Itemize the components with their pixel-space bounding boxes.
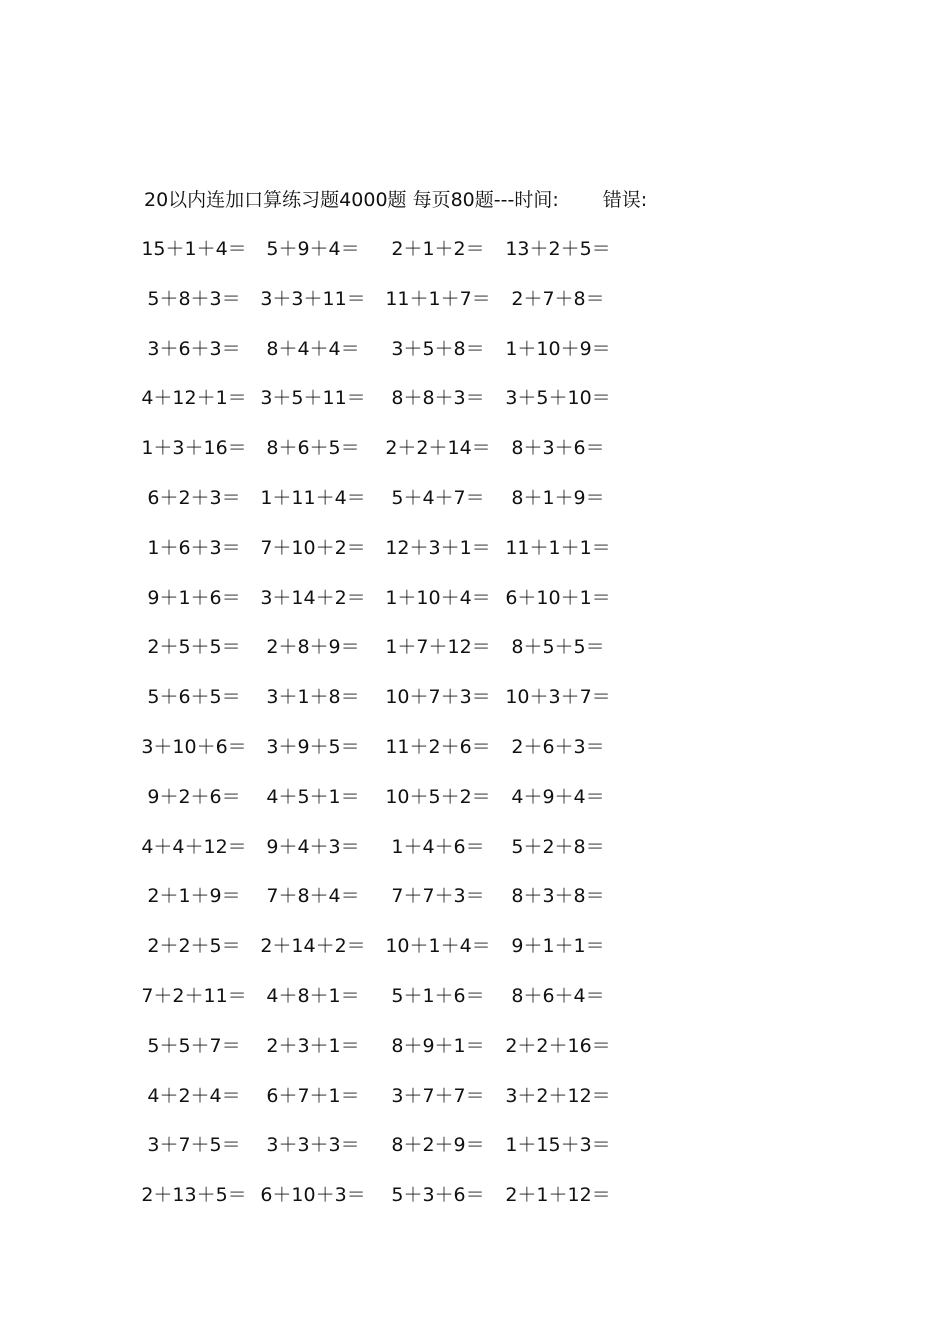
addition-problem: 11＋1＋7＝ xyxy=(385,287,491,310)
addition-problem: 3＋7＋5＝ xyxy=(147,1134,241,1157)
addition-problem: 8＋3＋8＝ xyxy=(511,885,605,908)
addition-problem: 3＋14＋2＝ xyxy=(260,586,366,609)
addition-problem: 15＋1＋4＝ xyxy=(141,238,247,260)
addition-problem: 13＋2＋5＝ xyxy=(505,238,611,260)
addition-problem: 10＋3＋7＝ xyxy=(505,686,611,709)
addition-problem: 8＋6＋4＝ xyxy=(511,984,605,1007)
addition-problem: 4＋5＋1＝ xyxy=(266,785,360,808)
addition-problem: 8＋9＋1＝ xyxy=(391,1034,485,1057)
addition-problem: 8＋6＋5＝ xyxy=(266,437,360,460)
problem-row xyxy=(0,583,950,633)
addition-problem: 10＋1＋4＝ xyxy=(385,935,491,958)
addition-problem: 5＋4＋7＝ xyxy=(391,486,485,509)
addition-problem: 3＋3＋3＝ xyxy=(266,1134,360,1157)
problem-row xyxy=(0,1180,950,1230)
addition-problem: 5＋2＋8＝ xyxy=(511,835,605,858)
addition-problem: 2＋2＋16＝ xyxy=(505,1034,611,1057)
addition-problem: 9＋2＋6＝ xyxy=(147,785,241,808)
addition-problem: 5＋3＋6＝ xyxy=(391,1184,485,1207)
addition-problem: 10＋7＋3＝ xyxy=(385,686,491,709)
problem-row xyxy=(0,881,950,931)
addition-problem: 12＋3＋1＝ xyxy=(385,536,491,559)
addition-problem: 3＋5＋11＝ xyxy=(260,387,366,410)
addition-problem: 9＋1＋1＝ xyxy=(511,935,605,958)
addition-problem: 8＋5＋5＝ xyxy=(511,636,605,659)
worksheet-header xyxy=(144,186,647,214)
addition-problem: 2＋8＋9＝ xyxy=(266,636,360,659)
problem-row xyxy=(0,1130,950,1180)
worksheet-title: 20以内连加口算练习题4000题 每页80题---时间: xyxy=(144,189,559,211)
problem-row xyxy=(0,732,950,782)
problem-row xyxy=(0,682,950,732)
addition-problem: 7＋7＋3＝ xyxy=(391,885,485,908)
problem-row xyxy=(0,981,950,1031)
addition-problem: 11＋2＋6＝ xyxy=(385,735,491,758)
addition-problem: 1＋10＋9＝ xyxy=(505,337,611,360)
addition-problem: 8＋1＋9＝ xyxy=(511,486,605,509)
addition-problem: 6＋7＋1＝ xyxy=(266,1084,360,1107)
addition-problem: 3＋5＋8＝ xyxy=(391,337,485,360)
addition-problem: 8＋3＋6＝ xyxy=(511,437,605,460)
addition-problem: 1＋3＋16＝ xyxy=(141,437,247,460)
addition-problem: 4＋4＋12＝ xyxy=(141,835,247,858)
addition-problem: 2＋2＋5＝ xyxy=(147,935,241,958)
addition-problem: 6＋10＋1＝ xyxy=(505,586,611,609)
addition-problem: 2＋13＋5＝ xyxy=(141,1184,247,1207)
addition-problem: 8＋2＋9＝ xyxy=(391,1134,485,1157)
addition-problem: 10＋5＋2＝ xyxy=(385,785,491,808)
addition-problem: 2＋3＋1＝ xyxy=(266,1034,360,1057)
errors-label: 错误: xyxy=(602,189,648,211)
addition-problem: 7＋8＋4＝ xyxy=(266,885,360,908)
problem-row xyxy=(0,782,950,832)
addition-problem: 4＋2＋4＝ xyxy=(147,1084,241,1107)
addition-problem: 2＋1＋9＝ xyxy=(147,885,241,908)
addition-problem: 7＋10＋2＝ xyxy=(260,536,366,559)
addition-problem: 3＋3＋11＝ xyxy=(260,287,366,310)
addition-problem: 3＋9＋5＝ xyxy=(266,735,360,758)
addition-problem: 6＋10＋3＝ xyxy=(260,1184,366,1207)
addition-problem: 5＋8＋3＝ xyxy=(147,287,241,310)
addition-problem: 6＋2＋3＝ xyxy=(147,486,241,509)
addition-problem: 3＋2＋12＝ xyxy=(505,1084,611,1107)
addition-problem: 11＋1＋1＝ xyxy=(505,536,611,559)
addition-problem: 5＋5＋7＝ xyxy=(147,1034,241,1057)
addition-problem: 3＋6＋3＝ xyxy=(147,337,241,360)
problem-row xyxy=(0,931,950,981)
problem-row xyxy=(0,1031,950,1081)
addition-problem: 4＋12＋1＝ xyxy=(141,387,247,410)
problem-row xyxy=(0,1081,950,1131)
addition-problem: 2＋6＋3＝ xyxy=(511,735,605,758)
problem-row xyxy=(0,234,950,284)
addition-problem: 8＋4＋4＝ xyxy=(266,337,360,360)
addition-problem: 2＋2＋14＝ xyxy=(385,437,491,460)
addition-problem: 1＋7＋12＝ xyxy=(385,636,491,659)
addition-problem: 5＋1＋6＝ xyxy=(391,984,485,1007)
problem-row xyxy=(0,533,950,583)
addition-problem: 8＋8＋3＝ xyxy=(391,387,485,410)
addition-problem: 3＋10＋6＝ xyxy=(141,735,247,758)
addition-problem: 1＋6＋3＝ xyxy=(147,536,241,559)
addition-problem: 1＋10＋4＝ xyxy=(385,586,491,609)
addition-problem: 3＋7＋7＝ xyxy=(391,1084,485,1107)
problem-row xyxy=(0,433,950,483)
addition-problem: 3＋5＋10＝ xyxy=(505,387,611,410)
addition-problem: 2＋14＋2＝ xyxy=(260,935,366,958)
addition-problem: 1＋15＋3＝ xyxy=(505,1134,611,1157)
addition-problem: 9＋1＋6＝ xyxy=(147,586,241,609)
addition-problem: 2＋1＋2＝ xyxy=(391,238,485,260)
addition-problem: 1＋4＋6＝ xyxy=(391,835,485,858)
problem-row xyxy=(0,383,950,433)
addition-problem: 5＋9＋4＝ xyxy=(266,238,360,260)
addition-problem: 2＋1＋12＝ xyxy=(505,1184,611,1207)
addition-problem: 2＋5＋5＝ xyxy=(147,636,241,659)
addition-problem: 3＋1＋8＝ xyxy=(266,686,360,709)
problem-row xyxy=(0,334,950,384)
problem-row xyxy=(0,483,950,533)
addition-problem: 7＋2＋11＝ xyxy=(141,984,247,1007)
problem-row xyxy=(0,632,950,682)
addition-problem: 2＋7＋8＝ xyxy=(511,287,605,310)
addition-problem: 5＋6＋5＝ xyxy=(147,686,241,709)
problem-row xyxy=(0,832,950,882)
addition-problem: 4＋8＋1＝ xyxy=(266,984,360,1007)
problem-grid xyxy=(0,234,950,1230)
addition-problem: 9＋4＋3＝ xyxy=(266,835,360,858)
addition-problem: 1＋11＋4＝ xyxy=(260,486,366,509)
addition-problem: 4＋9＋4＝ xyxy=(511,785,605,808)
problem-row xyxy=(0,284,950,334)
